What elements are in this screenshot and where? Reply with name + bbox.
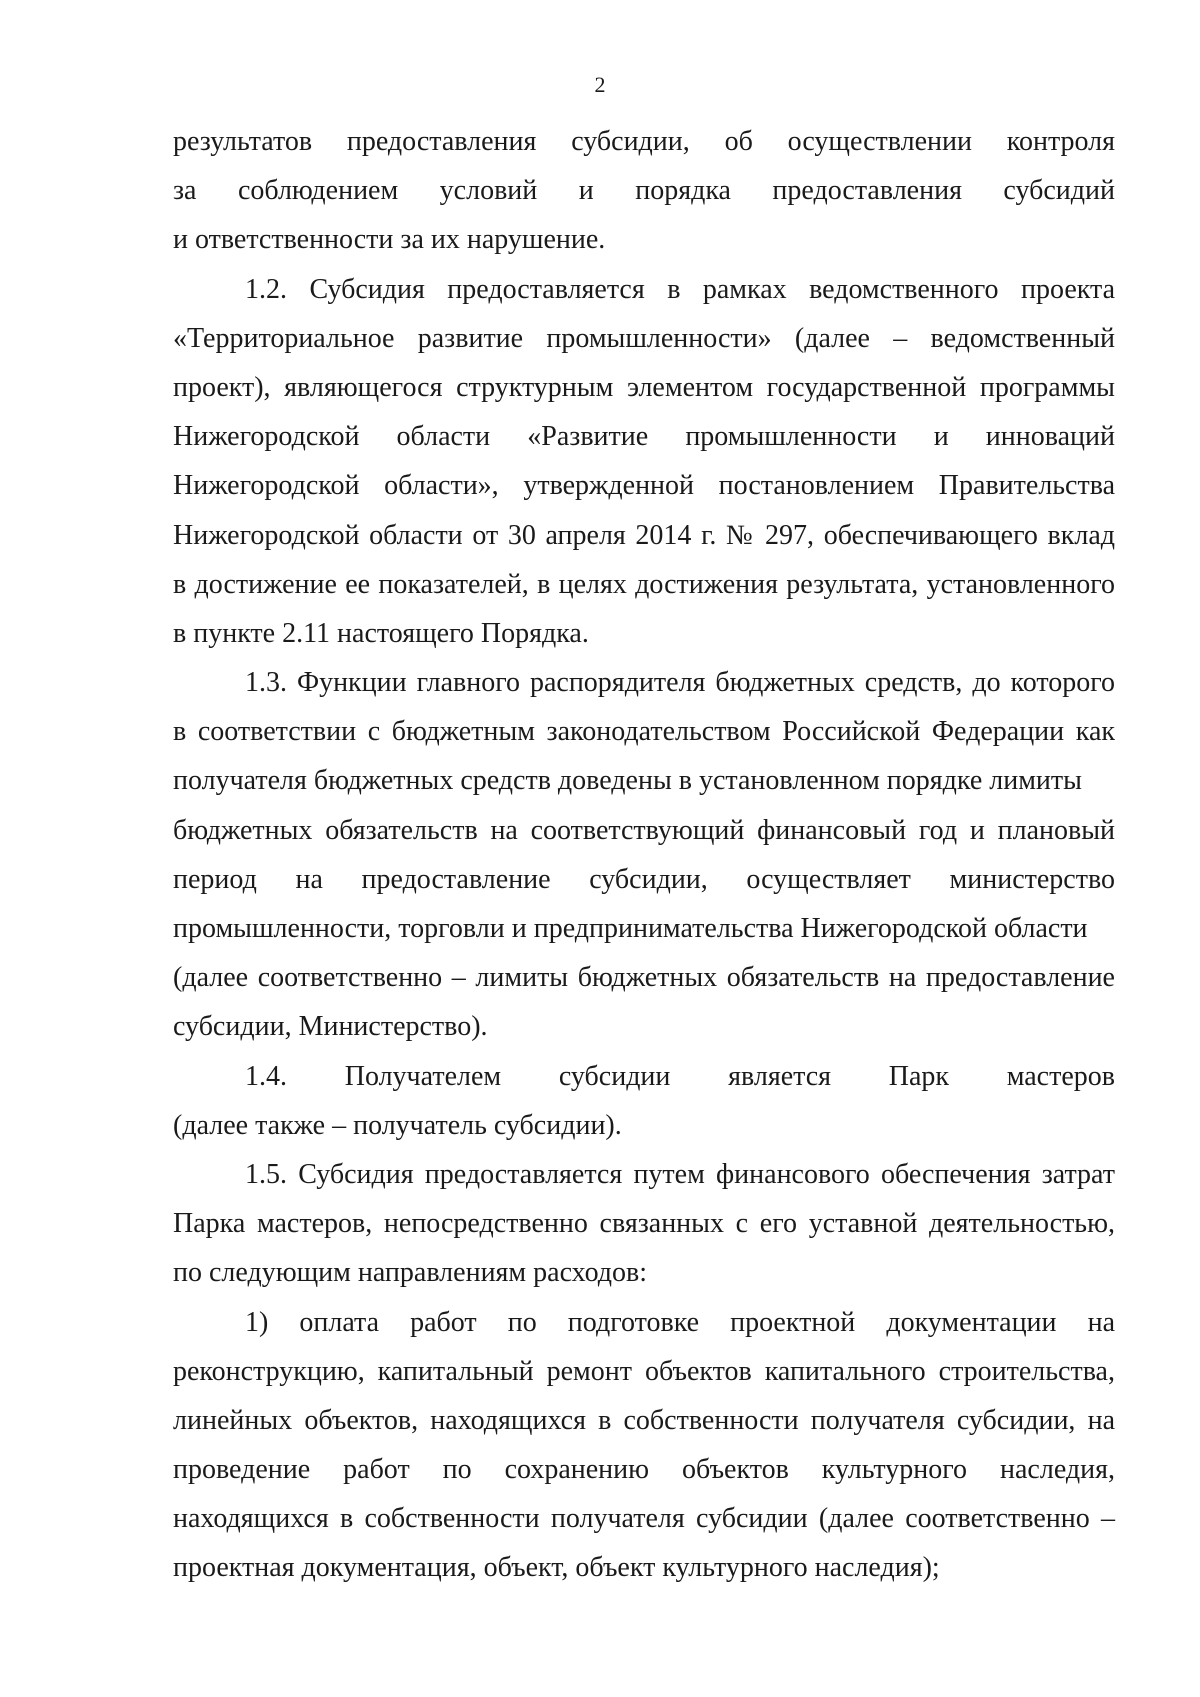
text-line: проектная документация, объект, объект культурного наследия);	[173, 1552, 940, 1584]
text-line: 1) оплата работ по подготовке проектной документации на	[245, 1306, 1115, 1338]
text-line: линейных объектов, находящихся в собственности получателя субсидии, на	[173, 1404, 1115, 1436]
text-line: (далее соответственно – лимиты бюджетных обязательств на предоставление	[173, 962, 1115, 994]
text-line: находящихся в собственности получателя субсидии (далее соответственно –	[173, 1503, 1115, 1535]
text-line: результатов предоставления субсидии, об осуществлении контроля	[173, 126, 1115, 157]
text-line: 1.4. Получателем субсидии является Парк мастеров	[245, 1060, 1115, 1092]
document-body	[173, 124, 1115, 1600]
text-line: по следующим направлениям расходов:	[173, 1257, 648, 1289]
text-line: проведение работ по сохранению объектов культурного наследия,	[173, 1454, 1115, 1486]
text-line: 1.3. Функции главного распорядителя бюджетных средств, до которого	[245, 667, 1115, 699]
text-line: 1.5. Субсидия предоставляется путем финансового обеспечения затрат	[245, 1158, 1115, 1190]
text-line: в соответствии с бюджетным законодательством Российской Федерации как	[173, 716, 1115, 748]
text-line: реконструкцию, капитальный ремонт объектов капитального строительства,	[173, 1355, 1115, 1387]
text-line: проект), являющегося структурным элементом государственной программы	[173, 371, 1115, 403]
text-line: 1.2. Субсидия предоставляется в рамках ведомственного проекта	[245, 273, 1115, 305]
text-line: период на предоставление субсидии, осуществляет министерство	[173, 863, 1115, 895]
text-line: «Территориальное развитие промышленности» (далее – ведомственный	[173, 322, 1115, 354]
text-line: Парка мастеров, непосредственно связанных с его уставной деятельностью,	[173, 1208, 1115, 1240]
text-line: в пункте 2.11 настоящего Порядка.	[173, 617, 589, 649]
text-line: Нижегородской области», утвержденной постановлением Правительства	[173, 470, 1115, 502]
text-line: и ответственности за их нарушение.	[173, 224, 606, 256]
text-line: промышленности, торговли и предпринимательства Нижегородской области	[173, 913, 1088, 944]
text-line: бюджетных обязательств на соответствующий финансовый год и плановый	[173, 814, 1115, 846]
text-line: субсидии, Министерство).	[173, 1011, 488, 1043]
text-line: в достижение ее показателей, в целях достижения результата, установленного	[173, 568, 1115, 600]
text-line: (далее также – получатель субсидии).	[173, 1109, 622, 1141]
page-number: 2	[594, 72, 606, 97]
text-line: за соблюдением условий и порядка предоставления субсидий	[173, 175, 1115, 207]
text-line: Нижегородской области от 30 апреля 2014 г. № 297, обеспечивающего вклад	[173, 519, 1115, 551]
text-line: получателя бюджетных средств доведены в установленном порядке лимиты	[173, 765, 1082, 797]
text-line: Нижегородской области «Развитие промышленности и инноваций	[173, 421, 1115, 453]
